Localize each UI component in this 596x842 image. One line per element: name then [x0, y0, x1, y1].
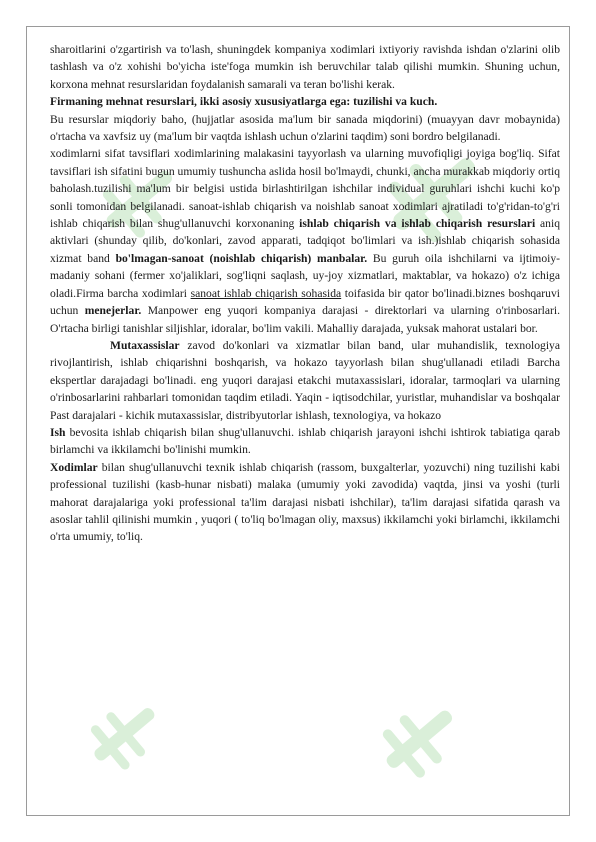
bold-text: Ish [50, 425, 66, 439]
bold-text: menejerlar. [84, 304, 142, 318]
bold-text: ishlab chiqarish va ishlab chiqarish resurslari [299, 217, 536, 231]
bold-text: Xodimlar [50, 460, 98, 474]
text-run: Bu guruh oila ishchilarni va ijtimoiy-madaniy sohani (fermer xo'jaliklari, sog'liqni saqlash, uy-joy xizmatlari, maktablar, va hokazo) o'z ichiga oladi.Firma barcha xodimlari [50, 251, 560, 300]
text-run: aniq aktivlari (shunday qilib, do'konlari, zavod apparati, tadqiqot bo'limlari va ish.)ishlab chiqarish sohasida xizmat band [50, 217, 560, 265]
paragraph [50, 145, 560, 336]
text-run: Bu resurslar miqdoriy baho, (hujjatlar asosida ma'lum bir sanada miqdorini) (muayyan davr mobaynida) o'rtacha va xavfsiz uy (ma'lum bir vaqtda ishlash uchun o'zlarini taqdim) soni bordro belgilanadi. [50, 112, 560, 144]
text-run: Manpower eng yuqori kompaniya darajasi - direktorlari va ularning o'rinbosarlari. O'rtacha birligi tanishlar siljishlar, idoralar, bo'lim vakili. Mahalliy darajada, yuksak mahorat ustalari bor. [50, 304, 560, 335]
text-run: bevosita ishlab chiqarish bilan shug'ullanuvchi. ishlab chiqarish jarayoni ishchi ishtirok tabiatiga qarab birlamchi va ikkilamchi bo'linishi mumkin. [50, 425, 560, 457]
paragraph [50, 424, 560, 459]
paragraph [50, 41, 560, 93]
text-run: bilan shug'ullanuvchi texnik ishlab chiqarish (rassom, buxgalterlar, yozuvchi) ning tuzilishi kabi professional tuzilishi (kasb-hunar nisbati) malaka (umumiy yoki zavodida) vaqtda, jinsi va yoshi (turli mahorat darajalariga yoki professional ta'lim darajasi nisbati ishchilar), ta'lim darajasi sifatida qarash va asoslar tahlil qilinishi mumkin , yuqori ( to'liq bo'lmagan oliy, maxsus) ikkilamchi yoki birlamchi, ikkilamchi o'rta umumiy, to'liq. [50, 460, 560, 544]
text-run: zavod do'konlari va xizmatlar bilan band, ular muhandislik, texnologiya rivojlantirish, ishlab chiqarishni boshqarish, va hokazo tayyorlash bilan shug'ullanadi etiladi Barcha ekspertlar darajadagi bo'linadi. eng yuqori darajasi etakchi mutaxassislari, idoralar, tarmoqlari va ularning o'rinbosarlarini rahbarlari tomonidan taqdim etiladi. Yaqin - iqtisodchilar, yuristlar, muhandislar va boshqalar Past darajalari - kichik mutaxassislar, distribyutorlar ishlash, texnologiya, va hokazo [50, 338, 560, 422]
paragraph [50, 111, 560, 146]
text-run: sharoitlarini o'zgartirish va to'lash, shuningdek kompaniya xodimlari ixtiyoriy ravishda ishdan o'zlarini olib tashlash va o'z xohishi bo'yicha iste'foga mumkin ish beruvchilar talab qilishi mumkin. Shuning uchun, korxona mehnat resurslaridan foydalanish samarali va teran bo'lishi kerak. [50, 43, 560, 91]
text-run: xodimlarni sifat tavsiflari xodimlarining malakasini tayyorlash va ularning muvofiqligi joyiga bog'liq. Sifat tavsiflari ish sifatini bugun umumiy tushuncha aslida hosil bo'lmaydi, chunki, ancha murakkab miqdoriy ortiq baholash.tuzilishi ma'lum bir belgisi ustida birlashtirilgan ishchilar individual guruhlari ishchi kuchi ko'p sonli tomonidan belgilanadi. sanoat-ishlab chiqarish va noishlab sanoat xodimlari ajratiladi to'g'ridan-to'g'ri ishlab chiqarish bilan shug'ullanuvchi korxonaning [50, 147, 560, 231]
underlined-text: sanoat ishlab chiqarish sohasida [190, 286, 342, 300]
document-body [50, 41, 560, 546]
bold-text: Firmaning mehnat resurslari, ikki asosiy xususiyatlarga ega: tuzilishi va kuch. [50, 95, 438, 109]
paragraph [50, 459, 560, 546]
text-run: toifasida bir qator bo'linadi.biznes boshqaruvi uchun [50, 286, 560, 318]
bold-text: bo'lmagan-sanoat (noishlab chiqarish) manbalar. [115, 251, 368, 265]
paragraph [50, 337, 560, 424]
bold-text: Mutaxassislar [110, 338, 180, 352]
paragraph [50, 93, 560, 110]
